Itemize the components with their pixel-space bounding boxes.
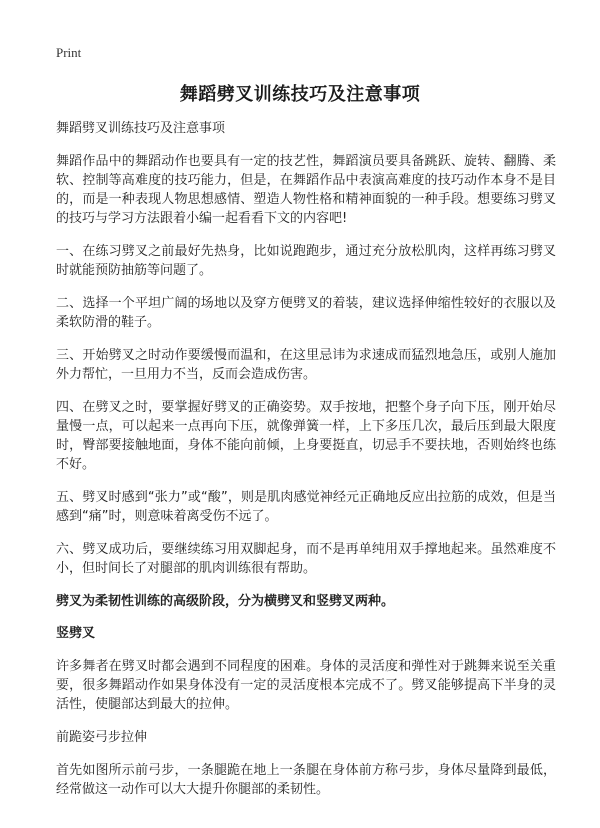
section-heading: 竖劈叉	[56, 626, 96, 641]
tip-paragraph-6: 六、劈叉成功后，要继续练习用双脚起身，而不是再单纯用双手撑地起来。虽然难度不小，但时间长了对腿部的肌肉训练很有帮助。	[56, 542, 556, 576]
tip-paragraph-2: 二、选择一个平坦广阔的场地以及穿方便劈叉的着装，建议选择伸缩性较好的衣服以及柔软防滑的鞋子。	[56, 296, 556, 330]
summary-bold-paragraph: 劈叉为柔韧性训练的高级阶段，分为横劈叉和竖劈叉两种。	[56, 594, 395, 609]
page-title: 舞蹈劈叉训练技巧及注意事项	[179, 84, 421, 105]
print-link[interactable]: Print	[56, 45, 82, 60]
subsection-heading: 前跪姿弓步拉伸	[56, 730, 148, 745]
tip-paragraph-4: 四、在劈叉之时，要掌握好劈叉的正确姿势。双手按地，把整个身子向下压，刚开始尽量慢一点，可以起来一点再向下压，就像弹簧一样，上下多压几次，最后压到最大限度时，臀部要接触地面，身体不能向前倾，上身要挺直，切忌手不要扶地，否则始终也练不好。	[56, 400, 556, 472]
article-subtitle: 舞蹈劈叉训练技巧及注意事项	[56, 121, 226, 136]
intro-paragraph: 舞蹈作品中的舞蹈动作也要具有一定的技艺性，舞蹈演员要具备跳跃、旋转、翻腾、柔软、控制等高难度的技巧能力，但是，在舞蹈作品中表演高难度的技巧动作本身不是目的，而是一种表现人物思想感情、塑造人物性格和精神面貌的一种手段。想要练习劈叉的技巧与学习方法跟着小编一起看看下文的内容吧!	[56, 154, 556, 226]
tip-paragraph-3: 三、开始劈叉之时动作要缓慢而温和，在这里忌讳为求速成而猛烈地急压，或别人施加外力帮忙，一旦用力不当，反而会造成伤害。	[56, 348, 556, 382]
article-body	[56, 119, 556, 813]
subsection-paragraph: 首先如图所示前弓步，一条腿跪在地上一条腿在身体前方称弓步，身体尽量降到最低，经常做这一动作可以大大提升你腿部的柔韧性。	[56, 763, 556, 797]
tip-paragraph-5: 五、劈叉时感到“张力”或“酸”，则是肌肉感觉神经元正确地反应出拉筋的成效，但是当感到“痛”时，则意味着离受伤不远了。	[56, 490, 556, 524]
section-paragraph: 许多舞者在劈叉时都会遇到不同程度的困难。身体的灵活度和弹性对于跳舞来说至关重要，很多舞蹈动作如果身体没有一定的灵活度根本完成不了。劈叉能够提高下半身的灵活性，使腿部达到最大的拉伸。	[56, 659, 556, 712]
tip-paragraph-1: 一、在练习劈叉之前最好先热身，比如说跑跑步，通过充分放松肌肉，这样再练习劈叉时就能预防抽筋等问题了。	[56, 244, 556, 278]
